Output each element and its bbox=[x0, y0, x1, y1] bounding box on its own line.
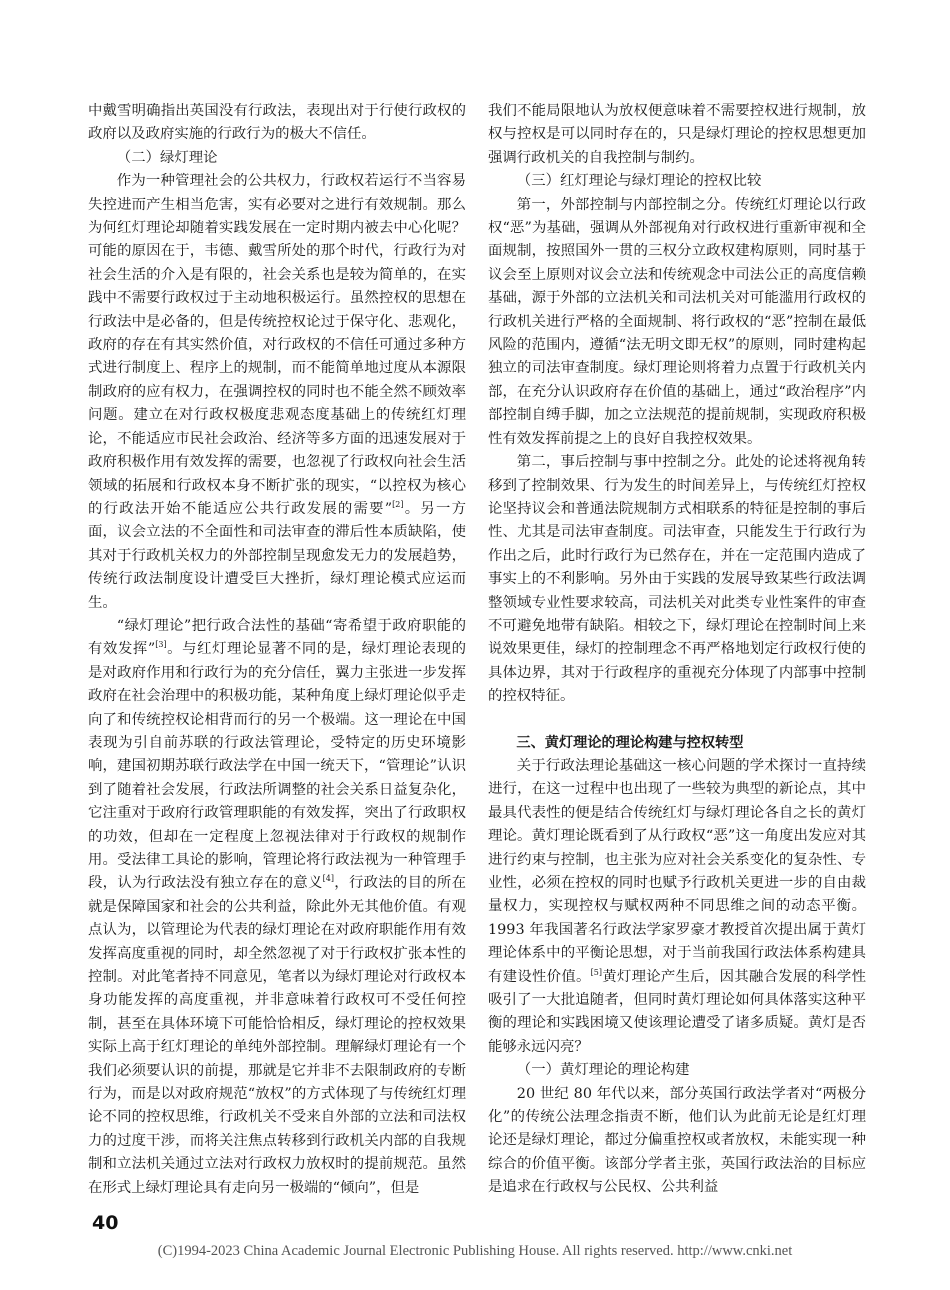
page-number: 40 bbox=[92, 1212, 119, 1234]
paragraph: 第二，事后控制与事中控制之分。此处的论述将视角转移到了控制效果、行为发生的时间差异上，与传统红灯控权论坚持议会和普通法院规制方式相联系的特征是控制的事后性、尤其是司法审查制度。司法审查，只能发生于行政行为作出之后，此时行政行为已然存在，并在一定范围内造成了事实上的不利影响。另外由于实践的发展导致某些行政法调整领域专业性要求较高，司法机关对此类专业性案件的审查不可避免地带有缺陷。相较之下，绿灯理论在控制时间上来说效果更佳，绿灯的控制理念不再严格地划定行政权行使的具体边界，其对于行政程序的重视充分体现了内部事中控制的控权特征。 bbox=[488, 454, 866, 705]
paragraph-text: 作为一种管理社会的公共权力，行政权若运行不当容易失控进而产生相当危害，实有必要对之进行有效规制。那么为何红灯理论却随着实践发展在一定时期内被去中心化呢？可能的原因在于，韦德、戴雪所处的那个时代，行政行为对社会生活的介入是有限的，社会关系也是较为简单的，在实践中不需要行政权过于主动地积极运行。虽然控权的思想在行政法中是必备的，但是传统控权论过于保守化、悲观化，政府的存在有其实然价值，对行政权的不信任可通过多种方式进行制度上、程序上的规制，而不能简单地过度从本源限制政府的应有权力，在强调控权的同时也不能全然不顾效率问题。建立在对行政权极度悲观态度基础上的传统红灯理论，不能适应市民社会政治、经济等多方面的迅速发展对于政府积极作用有效发挥的需要，也忽视了行政权向社会生活领域的拓展和行政权本身不断扩张的现实，“以控权为核心的行政法开始不能适应公共行政发展的需要” bbox=[88, 173, 466, 517]
citation: [4] bbox=[322, 874, 334, 884]
paragraph-text: ，行政法的目的所在就是保障国家和社会的公共利益，除此外无其他价值。有观点认为，以管理论为代表的绿灯理论在对政府职能作用有效发挥高度重视的同时，却全然忽视了对于行政权扩张本性的控制。对此笔者持不同意见，笔者以为绿灯理论对行政权本身功能发挥的高度重视，并非意味着行政权可不受任何控制，甚至在具体环境下可能恰恰相反，绿灯理论的控权效果实际上高于红灯理论的单纯外部控制。理解绿灯理论有一个我们必须要认识的前提，那就是它并非不去限制政府的专断行为，而是以对政府规范“放权”的方式体现了与传统红灯理论不同的控权思维，行政机关不受来自外部的立法和司法权力的过度干涉，而将关注焦点转移到行政机关内部的自我规制和立法机关通过立法对行政权力放权时的提前规范。虽然在形式上绿灯理论具有走向另一极端的“倾向”，但是 bbox=[88, 875, 466, 1196]
paragraph bbox=[488, 755, 866, 1059]
left-column bbox=[88, 100, 466, 1200]
paragraph: 中戴雪明确指出英国没有行政法，表现出对于行使行政权的政府以及政府实施的行政行为的极大不信任。 bbox=[88, 103, 466, 143]
right-column bbox=[488, 100, 866, 1200]
paragraph bbox=[88, 170, 466, 615]
paragraph-text: “绿灯理论”把行政合法性的基础“寄希望于政府职能的有效发挥” bbox=[88, 617, 466, 658]
paragraph bbox=[88, 615, 466, 1200]
copyright-footer: (C)1994-2023 China Academic Journal Electronic Publishing House. All rights reserved. http://www.cnki.net bbox=[157, 1243, 793, 1259]
subheading-yellow-light: （一）黄灯理论的理论构建 bbox=[516, 1062, 690, 1079]
paragraph: 我们不能局限地认为放权便意味着不需要控权进行规制，放权与控权是可以同时存在的，只是绿灯理论的控权思想更加强调行政机关的自我控制与制约。 bbox=[488, 103, 866, 166]
paragraph-text: 黄灯理论产生后，因其融合发展的科学性吸引了一大批追随者，但同时黄灯理论如何具体落实这种平衡的理论和实践困境又使该理论遭受了诸多质疑。黄灯是否能够永远闪亮？ bbox=[488, 968, 866, 1055]
paragraph-text: 。与红灯理论显著不同的是，绿灯理论表现的是对政府作用和行政行为的充分信任，翼力主张进一步发挥政府在社会治理中的积极功能，某种角度上绿灯理论似乎走向了和传统控权论相背而行的另一个极端。这一理论在中国表现为引自前苏联的行政法管理论，受特定的历史环境影响，建国初期苏联行政法学在中国一统天下，“管理论”认识到了随着社会发展，行政法所调整的社会关系日益复杂化，它注重对于政府行政管理职能的有效发挥，突出了行政职权的功效，但却在一定程度上忽视法律对于行政权的规制作用。受法律工具论的影响，管理论将行政法视为一种管理手段，认为行政法没有独立存在的意义 bbox=[88, 641, 466, 892]
paragraph-text: 关于行政法理论基础这一核心问题的学术探讨一直持续进行，在这一过程中也出现了一些较为典型的新论点，其中最具代表性的便是结合传统红灯与绿灯理论各自之长的黄灯理论。黄灯理论既看到了从行政权“恶”这一角度出发应对其进行约束与控制，也主张为应对社会关系变化的复杂性、专业性，必须在控权的同时也赋予行政机关更进一步的自由裁量权力，实现控权与赋权两种不同思维之间的动态平衡。1993 年我国著名行政法学家罗豪才教授首次提出属于黄灯理论体系中的平衡论思想，对于当前我国行政法体系构建具有建设性价值。 bbox=[488, 757, 866, 985]
citation: [3] bbox=[155, 640, 167, 650]
paragraph: 20 世纪 80 年代以来，部分英国行政法学者对“两极分化”的传统公法理念指责不断，他们认为此前无论是红灯理论还是绿灯理论，都过分偏重控权或者放权，未能实现一种综合的价值平衡。该部分学者主张，英国行政法治的目标应是追求在行政权与公民权、公共利益 bbox=[488, 1085, 866, 1196]
citation: [2] bbox=[392, 500, 404, 510]
paragraph-text: 。另一方面，议会立法的不全面性和司法审查的滞后性本质缺陷，使其对于行政机关权力的外部控制呈现愈发无力的发展趋势，传统行政法制度设计遭受巨大挫折，绿灯理论模式应运而生。 bbox=[88, 500, 466, 611]
subheading-comparison: （三）红灯理论与绿灯理论的控权比较 bbox=[516, 173, 762, 190]
section-heading: 三、黄灯理论的理论构建与控权转型 bbox=[516, 734, 744, 751]
subheading-green-light: （二）绿灯理论 bbox=[116, 149, 218, 166]
paragraph: 第一，外部控制与内部控制之分。传统红灯理论以行政权“恶”为基础，强调从外部视角对行政权进行重新审视和全面规制，按照国外一贯的三权分立政权建构原则，同时基于议会至上原则对议会立法和传统观念中司法公正的高度信赖基础，源于外部的立法机关和司法机关对可能滥用行政权的行政机关进行严格的全面规制、将行政权的“恶”控制在最低风险的范围内，遵循“法无明文即无权”的原则，同时建构起独立的司法审查制度。绿灯理论则将着力点置于行政机关内部，在充分认识政府存在价值的基础上，通过“政治程序”内部控制自缚手脚，加之立法规范的提前规制，实现政府积极性有效发挥前提之上的良好自我控权效果。 bbox=[488, 196, 866, 447]
citation: [5] bbox=[590, 967, 602, 977]
